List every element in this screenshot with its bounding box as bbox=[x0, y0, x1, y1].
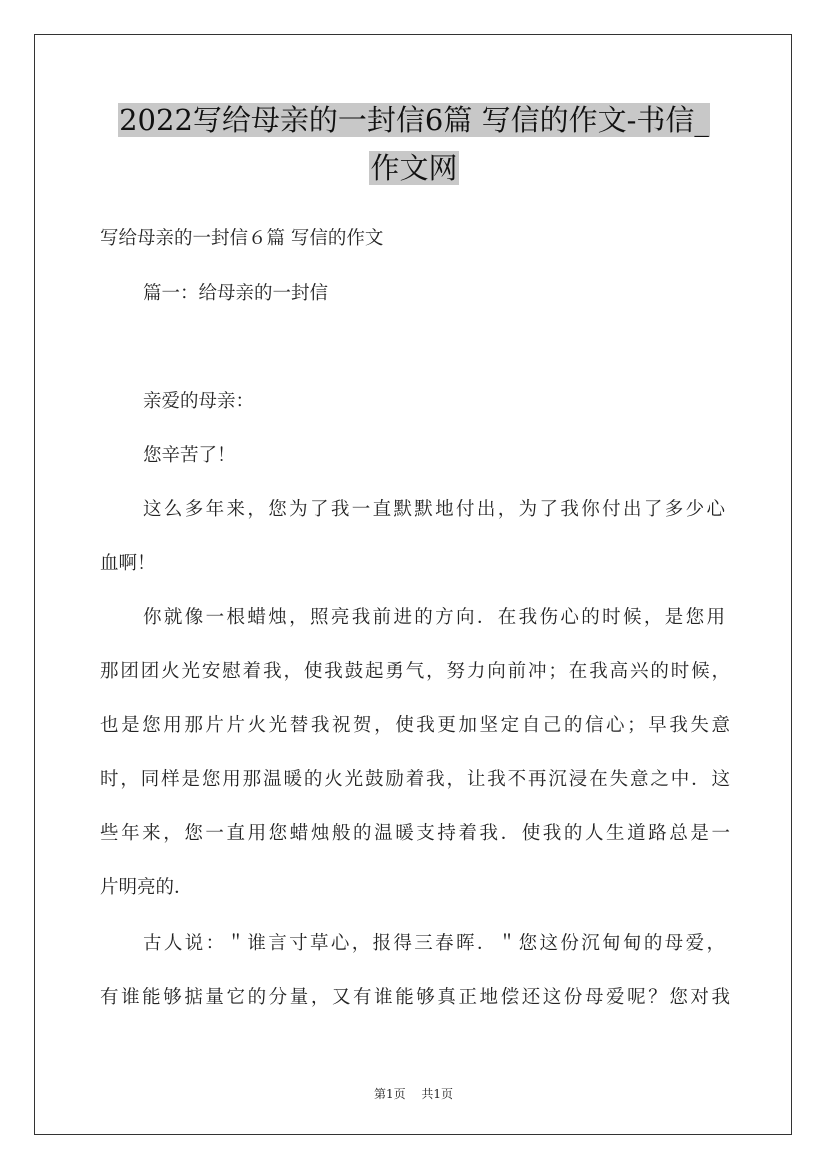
document-title bbox=[60, 96, 768, 192]
page-number: 第1页 bbox=[373, 1087, 406, 1101]
page-footer bbox=[0, 1085, 827, 1102]
salutation: 亲爱的母亲： bbox=[143, 391, 255, 412]
subtitle: 写给母亲的一封信６篇 写信的作文 bbox=[100, 228, 384, 249]
paragraph-line: 古人说：＂谁言寸草心，报得三春晖．＂您这份沉甸甸的母爱， bbox=[143, 933, 725, 954]
paragraph-line: 些年来，您一直用您蜡烛般的温暖支持着我．使我的人生道路总是一 bbox=[100, 823, 730, 844]
paragraph-line: 片明亮的． bbox=[100, 877, 193, 898]
paragraph-line: 您辛苦了！ bbox=[143, 445, 236, 466]
paragraph-line: 那团团火光安慰着我，使我鼓起勇气，努力向前冲；在我高兴的时候， bbox=[100, 661, 730, 682]
paragraph-line: 你就像一根蜡烛，照亮我前进的方向．在我伤心的时候，是您用 bbox=[143, 607, 725, 628]
paragraph-line: 血啊！ bbox=[100, 553, 156, 574]
page-border bbox=[34, 34, 792, 1135]
section-heading: 篇一：给母亲的一封信 bbox=[143, 283, 329, 304]
title-line-2: 作文网 bbox=[370, 151, 458, 185]
paragraph-line: 有谁能够掂量它的分量，又有谁能够真正地偿还这份母爱呢？您对我 bbox=[100, 987, 730, 1008]
title-line-1: 2022写给母亲的一封信6篇 写信的作文-书信_ bbox=[119, 103, 709, 137]
paragraph-line: 也是您用那片片火光替我祝贺，使我更加坚定自己的信心；早我失意 bbox=[100, 715, 730, 736]
paragraph-line: 这么多年来，您为了我一直默默地付出，为了我你付出了多少心 bbox=[143, 499, 725, 520]
page-total: 共1页 bbox=[421, 1087, 454, 1101]
paragraph-line: 时，同样是您用那温暖的火光鼓励着我，让我不再沉浸在失意之中．这 bbox=[100, 769, 730, 790]
